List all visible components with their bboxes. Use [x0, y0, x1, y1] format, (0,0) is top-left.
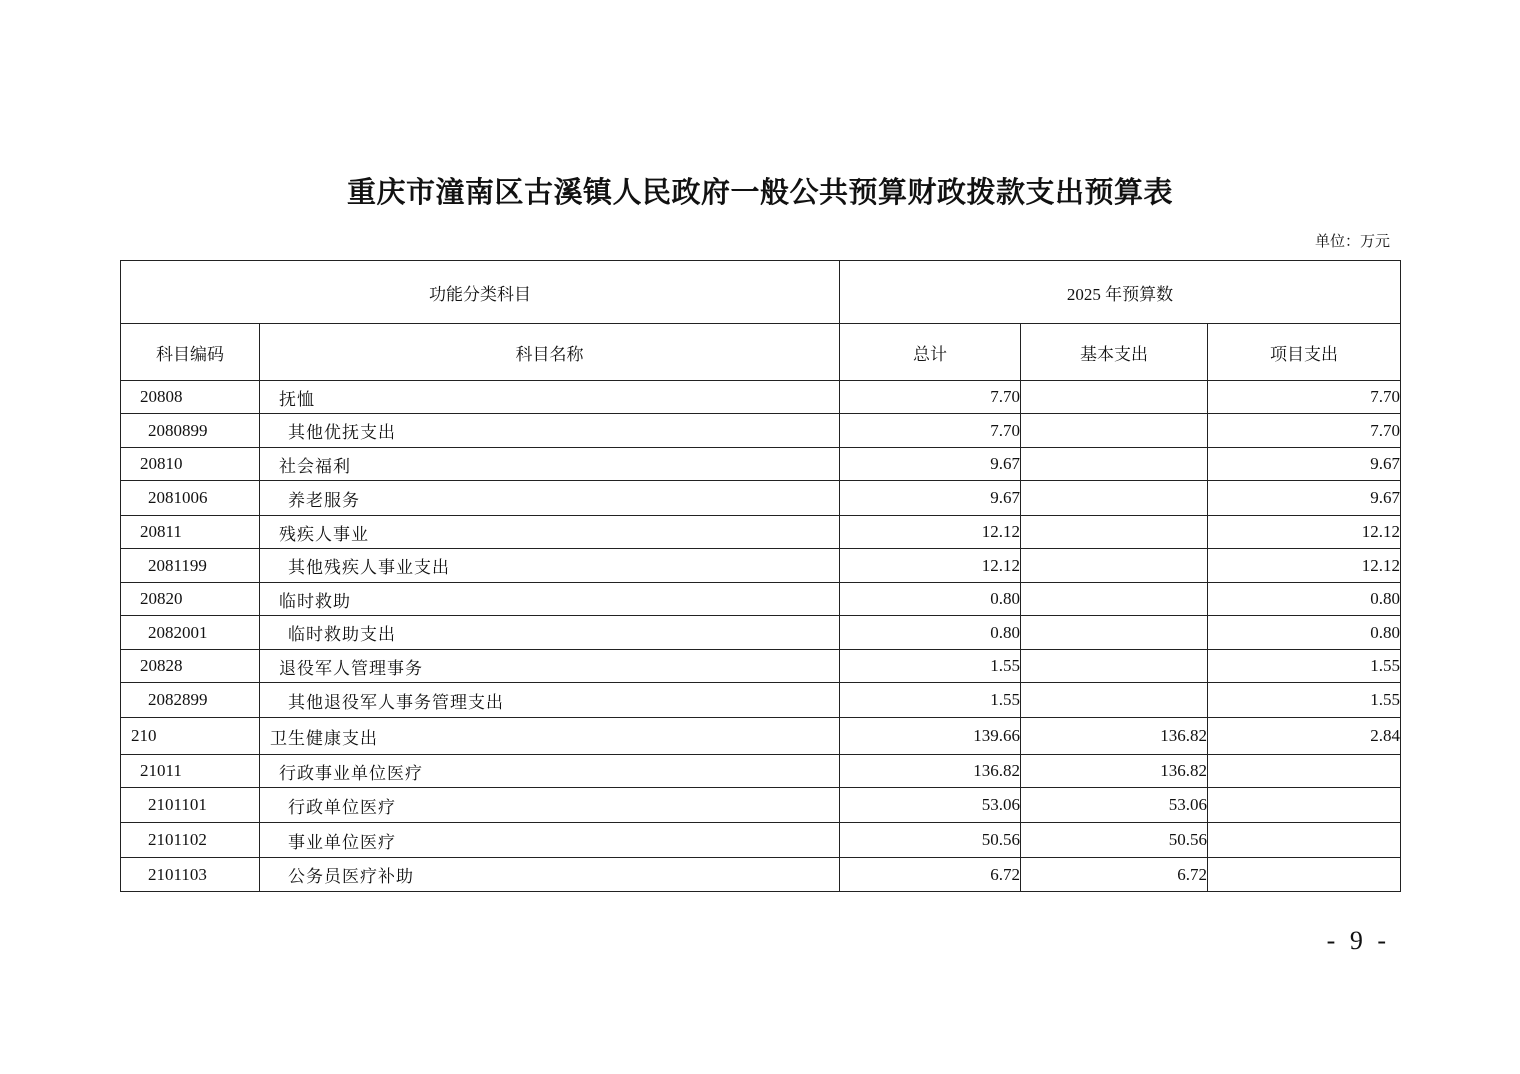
cell-basic [1021, 549, 1208, 583]
cell-code: 2081006 [121, 481, 260, 516]
cell-name: 卫生健康支出 [260, 718, 840, 755]
cell-name: 行政单位医疗 [260, 788, 840, 823]
cell-name: 残疾人事业 [260, 516, 840, 549]
cell-project: 2.84 [1208, 718, 1401, 755]
cell-total: 1.55 [840, 683, 1021, 718]
table-row [121, 448, 1401, 481]
cell-project [1208, 858, 1401, 892]
cell-project: 12.12 [1208, 516, 1401, 549]
cell-basic: 6.72 [1021, 858, 1208, 892]
cell-basic: 136.82 [1021, 755, 1208, 788]
cell-total: 53.06 [840, 788, 1021, 823]
cell-basic: 50.56 [1021, 823, 1208, 858]
cell-total: 6.72 [840, 858, 1021, 892]
cell-code: 2101102 [121, 823, 260, 858]
cell-code: 2080899 [121, 414, 260, 448]
cell-total: 136.82 [840, 755, 1021, 788]
cell-code: 2081199 [121, 549, 260, 583]
cell-project: 1.55 [1208, 683, 1401, 718]
cell-basic [1021, 414, 1208, 448]
cell-name: 养老服务 [260, 481, 840, 516]
cell-project: 1.55 [1208, 650, 1401, 683]
table-body [121, 261, 1401, 892]
cell-name: 社会福利 [260, 448, 840, 481]
cell-code: 20828 [121, 650, 260, 683]
cell-code: 20808 [121, 381, 260, 414]
cell-total: 12.12 [840, 549, 1021, 583]
cell-name: 临时救助 [260, 583, 840, 616]
cell-total: 9.67 [840, 448, 1021, 481]
cell-name: 其他优抚支出 [260, 414, 840, 448]
cell-basic [1021, 516, 1208, 549]
table-row [121, 616, 1401, 650]
cell-code: 2101101 [121, 788, 260, 823]
page-title: 重庆市潼南区古溪镇人民政府一般公共预算财政拨款支出预算表 [346, 175, 1173, 209]
table-row [121, 858, 1401, 892]
header-name: 科目名称 [260, 324, 840, 381]
header-group-row [121, 261, 1401, 324]
cell-name: 临时救助支出 [260, 616, 840, 650]
cell-basic: 136.82 [1021, 718, 1208, 755]
cell-total: 50.56 [840, 823, 1021, 858]
header-code: 科目编码 [121, 324, 260, 381]
cell-project: 0.80 [1208, 583, 1401, 616]
cell-code: 20810 [121, 448, 260, 481]
cell-project [1208, 755, 1401, 788]
cell-total: 1.55 [840, 650, 1021, 683]
header-total: 总计 [840, 324, 1021, 381]
table-row [121, 414, 1401, 448]
cell-total: 139.66 [840, 718, 1021, 755]
table-row [121, 381, 1401, 414]
cell-code: 21011 [121, 755, 260, 788]
cell-basic [1021, 481, 1208, 516]
cell-name: 公务员医疗补助 [260, 858, 840, 892]
table-row [121, 583, 1401, 616]
cell-code: 210 [121, 718, 260, 755]
table-row [121, 481, 1401, 516]
table-row [121, 788, 1401, 823]
cell-code: 2082001 [121, 616, 260, 650]
cell-project: 7.70 [1208, 414, 1401, 448]
cell-basic [1021, 616, 1208, 650]
header-project: 项目支出 [1208, 324, 1401, 381]
header-basic: 基本支出 [1021, 324, 1208, 381]
header-column-row [121, 324, 1401, 381]
cell-total: 9.67 [840, 481, 1021, 516]
cell-project [1208, 823, 1401, 858]
cell-code: 20811 [121, 516, 260, 549]
unit-label: 单位：万元 [1314, 232, 1390, 250]
cell-name: 抚恤 [260, 381, 840, 414]
cell-name: 其他退役军人事务管理支出 [260, 683, 840, 718]
cell-name: 行政事业单位医疗 [260, 755, 840, 788]
cell-name: 退役军人管理事务 [260, 650, 840, 683]
table-row [121, 516, 1401, 549]
cell-total: 0.80 [840, 583, 1021, 616]
cell-basic [1021, 448, 1208, 481]
table-row [121, 549, 1401, 583]
cell-total: 7.70 [840, 381, 1021, 414]
cell-code: 20820 [121, 583, 260, 616]
header-function-category: 功能分类科目 [121, 261, 840, 324]
cell-project: 0.80 [1208, 616, 1401, 650]
table-row [121, 823, 1401, 858]
budget-table [120, 260, 1401, 892]
cell-total: 12.12 [840, 516, 1021, 549]
cell-basic: 53.06 [1021, 788, 1208, 823]
cell-total: 0.80 [840, 616, 1021, 650]
cell-basic [1021, 683, 1208, 718]
cell-project: 9.67 [1208, 481, 1401, 516]
cell-project: 9.67 [1208, 448, 1401, 481]
table-row [121, 650, 1401, 683]
cell-code: 2082899 [121, 683, 260, 718]
header-budget-year: 2025 年预算数 [840, 261, 1401, 324]
cell-basic [1021, 650, 1208, 683]
cell-total: 7.70 [840, 414, 1021, 448]
cell-code: 2101103 [121, 858, 260, 892]
cell-name: 其他残疾人事业支出 [260, 549, 840, 583]
table-row [121, 755, 1401, 788]
cell-basic [1021, 381, 1208, 414]
cell-project [1208, 788, 1401, 823]
table-row [121, 718, 1401, 755]
cell-project: 12.12 [1208, 549, 1401, 583]
cell-name: 事业单位医疗 [260, 823, 840, 858]
cell-project: 7.70 [1208, 381, 1401, 414]
table-row [121, 683, 1401, 718]
cell-basic [1021, 583, 1208, 616]
page-number: - 9 - [1326, 926, 1390, 955]
